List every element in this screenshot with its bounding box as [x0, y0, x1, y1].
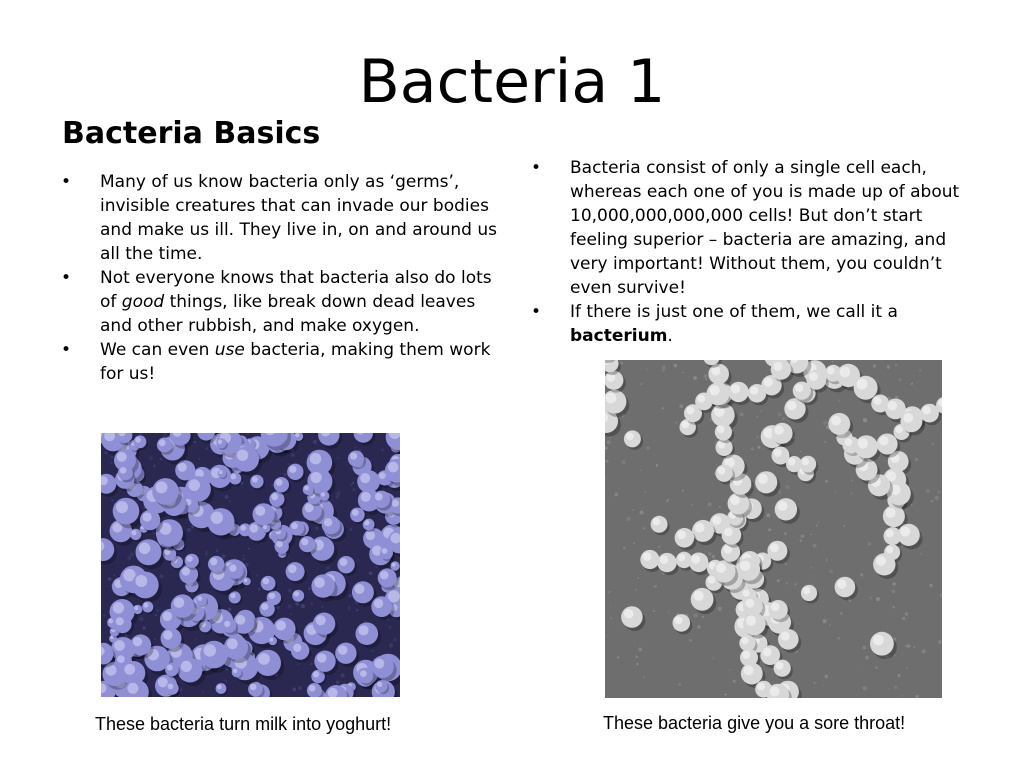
yoghurt-bacteria-micrograph	[101, 433, 400, 697]
bullet-text-run: use	[214, 340, 245, 360]
right-image-caption: These bacteria give you a sore throat!	[603, 713, 906, 733]
bullet-text-run: .	[667, 326, 673, 346]
bullet-item	[61, 266, 501, 338]
right-bullet-list	[531, 156, 971, 348]
bullet-text-run: Many of us know bacteria only as ‘germs’, invisible creatures that can invade our bodies and make us ill. They live in, on and around us all the time.	[100, 172, 498, 264]
bullet-item	[61, 170, 501, 266]
left-bullet-list	[61, 170, 501, 386]
bullet-item	[531, 156, 971, 300]
bullet-text-run: If there is just one of them, we call it a	[570, 302, 898, 322]
bullet-text-run: good	[121, 292, 165, 312]
bullet-text-run: bacterium	[570, 326, 668, 346]
bullet-text-run: Bacteria consist of only a single cell each, whereas each one of you is made up of about 10,000,000,000,000 cells! But don’t start feeling superior – bacteria are amazing, and very important! Without them, you couldn’t even survive!	[570, 158, 960, 298]
bullet-item	[531, 300, 971, 348]
bullet-item	[61, 338, 501, 386]
bullet-text-run: bacteria, making them work for us!	[100, 340, 491, 384]
left-image-caption: These bacteria turn milk into yoghurt!	[95, 714, 392, 734]
bullet-text-run: Not everyone knows that bacteria also do lots of	[100, 268, 492, 312]
section-heading: Bacteria Basics	[62, 116, 321, 151]
bullet-text-run: We can even	[100, 340, 215, 360]
slide-title: Bacteria 1	[358, 47, 666, 117]
bullet-text-run: things, like break down dead leaves and other rubbish, and make oxygen.	[100, 292, 476, 336]
strep-bacteria-micrograph	[605, 360, 942, 698]
